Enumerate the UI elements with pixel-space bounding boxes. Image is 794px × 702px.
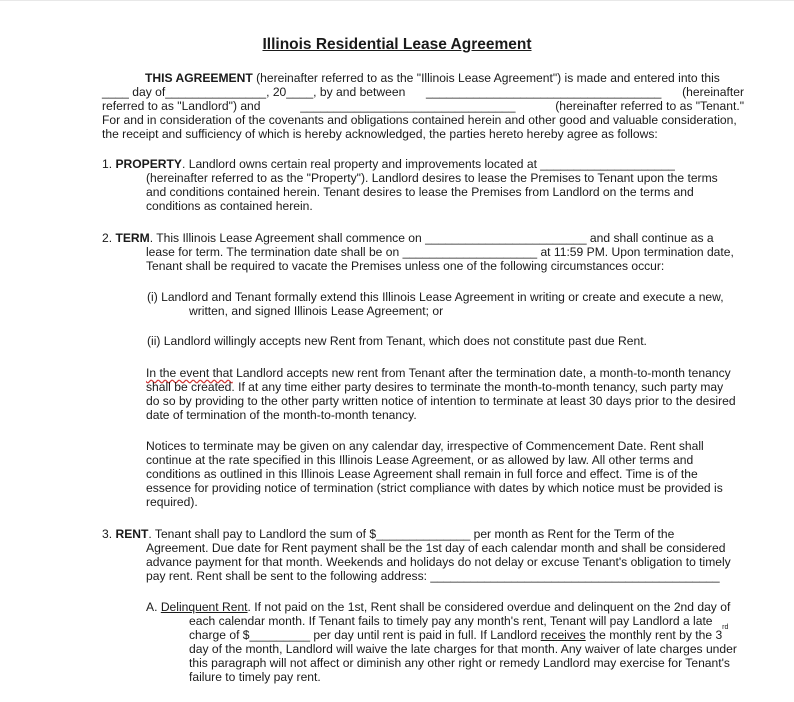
delinquent-rent-line-3-b: the monthly rent by the 3 — [585, 628, 723, 642]
term-line-2: lease for term. The termination date shall be on ____________________ at 11:59 PM. Upon termination date, — [146, 245, 734, 259]
delinquent-rent-line-4: day of the month, Landlord will waive the late charges for that month. Any waiver of late charges under — [189, 642, 737, 656]
term-item-i-line-2: written, and signed Illinois Lease Agreement; or — [189, 304, 444, 318]
rent-line-2: Agreement. Due date for Rent payment shall be the 1st day of each calendar month and shall be considered — [146, 541, 726, 555]
property-line-4: conditions as contained herein. — [146, 199, 313, 213]
term-notice-line-2: continue at the rate specified in this Illinois Lease Agreement, or as allowed by law. All other terms and — [146, 453, 694, 467]
intro-line-2 — [102, 86, 744, 99]
rent-line-4: pay rent. Rent shall be sent to the following address: ___________________________________________ — [146, 569, 720, 583]
intro-tenant-blank: ________________________________ — [300, 99, 516, 113]
intro-line-5: the receipt and sufficiency of which is hereby acknowledged, the parties hereto hereby agree as follows: — [102, 127, 658, 141]
intro-landlord-blank: ___________________________________ — [426, 85, 662, 99]
property-line-2: (hereinafter referred to as the "Property"). Landlord desires to lease the Premises to Tenant upon the terms — [146, 171, 718, 185]
term-notice-line-3: conditions as outlined in this Illinois Lease Agreement shall remain in full force and effect. Time is of the — [146, 467, 698, 481]
delinquent-rent-heading: Delinquent Rent — [160, 600, 248, 614]
rent-heading: RENT — [115, 527, 149, 541]
intro-date-blanks: ____ day of_______________, 20____, by and between — [102, 85, 406, 99]
term-notice-line-1: Notices to terminate may be given on any calendar day, irrespective of Commencement Date. Rent shall — [146, 439, 704, 453]
intro-line-1-rest: (hereinafter referred to as the "Illinois Lease Agreement") is made and entered into this — [256, 71, 720, 85]
property-heading: PROPERTY — [115, 157, 182, 171]
rent-line-1 — [102, 528, 674, 541]
intro-line-3 — [102, 100, 744, 113]
rent-line-3: advance payment for that month. Weekends and holidays do not delay or excuse Tenant's obligation to timely — [146, 555, 731, 569]
term-holdover-lead: In the event that — [146, 366, 233, 380]
delinquent-rent-line-1-rest: . If not paid on the 1st, Rent shall be considered overdue and delinquent on the 2nd day of — [247, 600, 731, 614]
page-top-edge — [0, 0, 794, 1]
term-line-3: Tenant shall be required to vacate the Premises unless one of the following circumstances occur: — [146, 259, 665, 273]
term-notice-line-4: essence for providing notice of termination (strict compliance with dates by which notice must be provided is — [146, 481, 723, 495]
term-item-ii: (ii) Landlord willingly accepts new Rent from Tenant, which does not constitute past due Rent. — [147, 334, 647, 348]
property-line-1-text: . Landlord owns certain real property and improvements located at ____________________ — [182, 157, 675, 171]
intro-line-1 — [145, 72, 720, 85]
delinquent-rent-line-2: each calendar month. If Tenant fails to timely pay any month's rent, Tenant will pay Landlord a late — [189, 614, 713, 628]
term-heading: TERM — [115, 231, 150, 245]
term-holdover-line-2: shall be created. If at any time either party desires to terminate the month-to-month tenancy, such party may — [146, 380, 724, 394]
term-holdover-line-1-rest: Landlord accepts new rent from Tenant after the termination date, a month-to-month tenancy — [232, 366, 731, 380]
intro-line-4: For and in consideration of the covenants and obligations contained herein and other good and valuable consideration, — [102, 113, 737, 127]
term-holdover-line-1 — [146, 367, 731, 380]
delinquent-rent-line-6: failure to timely pay rent. — [189, 670, 321, 684]
delinquent-rent-line-3 — [189, 624, 729, 642]
term-number: 2. — [102, 231, 113, 245]
term-item-i-line-1: (i) Landlord and Tenant formally extend this Illinois Lease Agreement in writing or create and execute a new, — [147, 290, 724, 304]
delinquent-rent-label: A. — [146, 600, 158, 614]
delinquent-rent-line-5: this paragraph will not affect or diminish any other right or remedy Landlord may exercise for Tenant's — [189, 656, 730, 670]
document-title: Illinois Residential Lease Agreement — [262, 36, 532, 53]
term-line-1 — [102, 232, 714, 245]
intro-hereinafter: (hereinafter — [682, 85, 744, 99]
term-line-1-text: . This Illinois Lease Agreement shall commence on ________________________ and shall continue as a — [149, 231, 714, 245]
intro-tenant-ref: (hereinafter referred to as "Tenant." — [555, 99, 744, 113]
property-line-1 — [102, 158, 675, 171]
intro-landlord-ref: referred to as "Landlord") and — [102, 99, 261, 113]
term-holdover-line-3: do so by providing to the other party written notice of intention to terminate at least 30 days prior to the desired — [146, 394, 736, 408]
property-number: 1. — [102, 157, 113, 171]
delinquent-rent-receives: receives — [540, 628, 586, 642]
property-line-3: and conditions contained herein. Tenant desires to lease the Premises from Landlord on the terms and — [146, 185, 694, 199]
rent-number: 3. — [102, 527, 113, 541]
delinquent-rent-line-1 — [146, 601, 730, 614]
intro-lead: THIS AGREEMENT — [145, 71, 253, 85]
rent-line-1-text: . Tenant shall pay to Landlord the sum of $______________ per month as Rent for the Term of the — [148, 527, 675, 541]
delinquent-rent-line-3-a: charge of $_________ per day until rent is paid in full. If Landlord — [189, 628, 538, 642]
delinquent-rent-ordinal: rd — [722, 624, 729, 631]
term-holdover-line-4: date of termination of the month-to-month tenancy. — [146, 408, 417, 422]
term-notice-line-5: required). — [146, 495, 198, 509]
